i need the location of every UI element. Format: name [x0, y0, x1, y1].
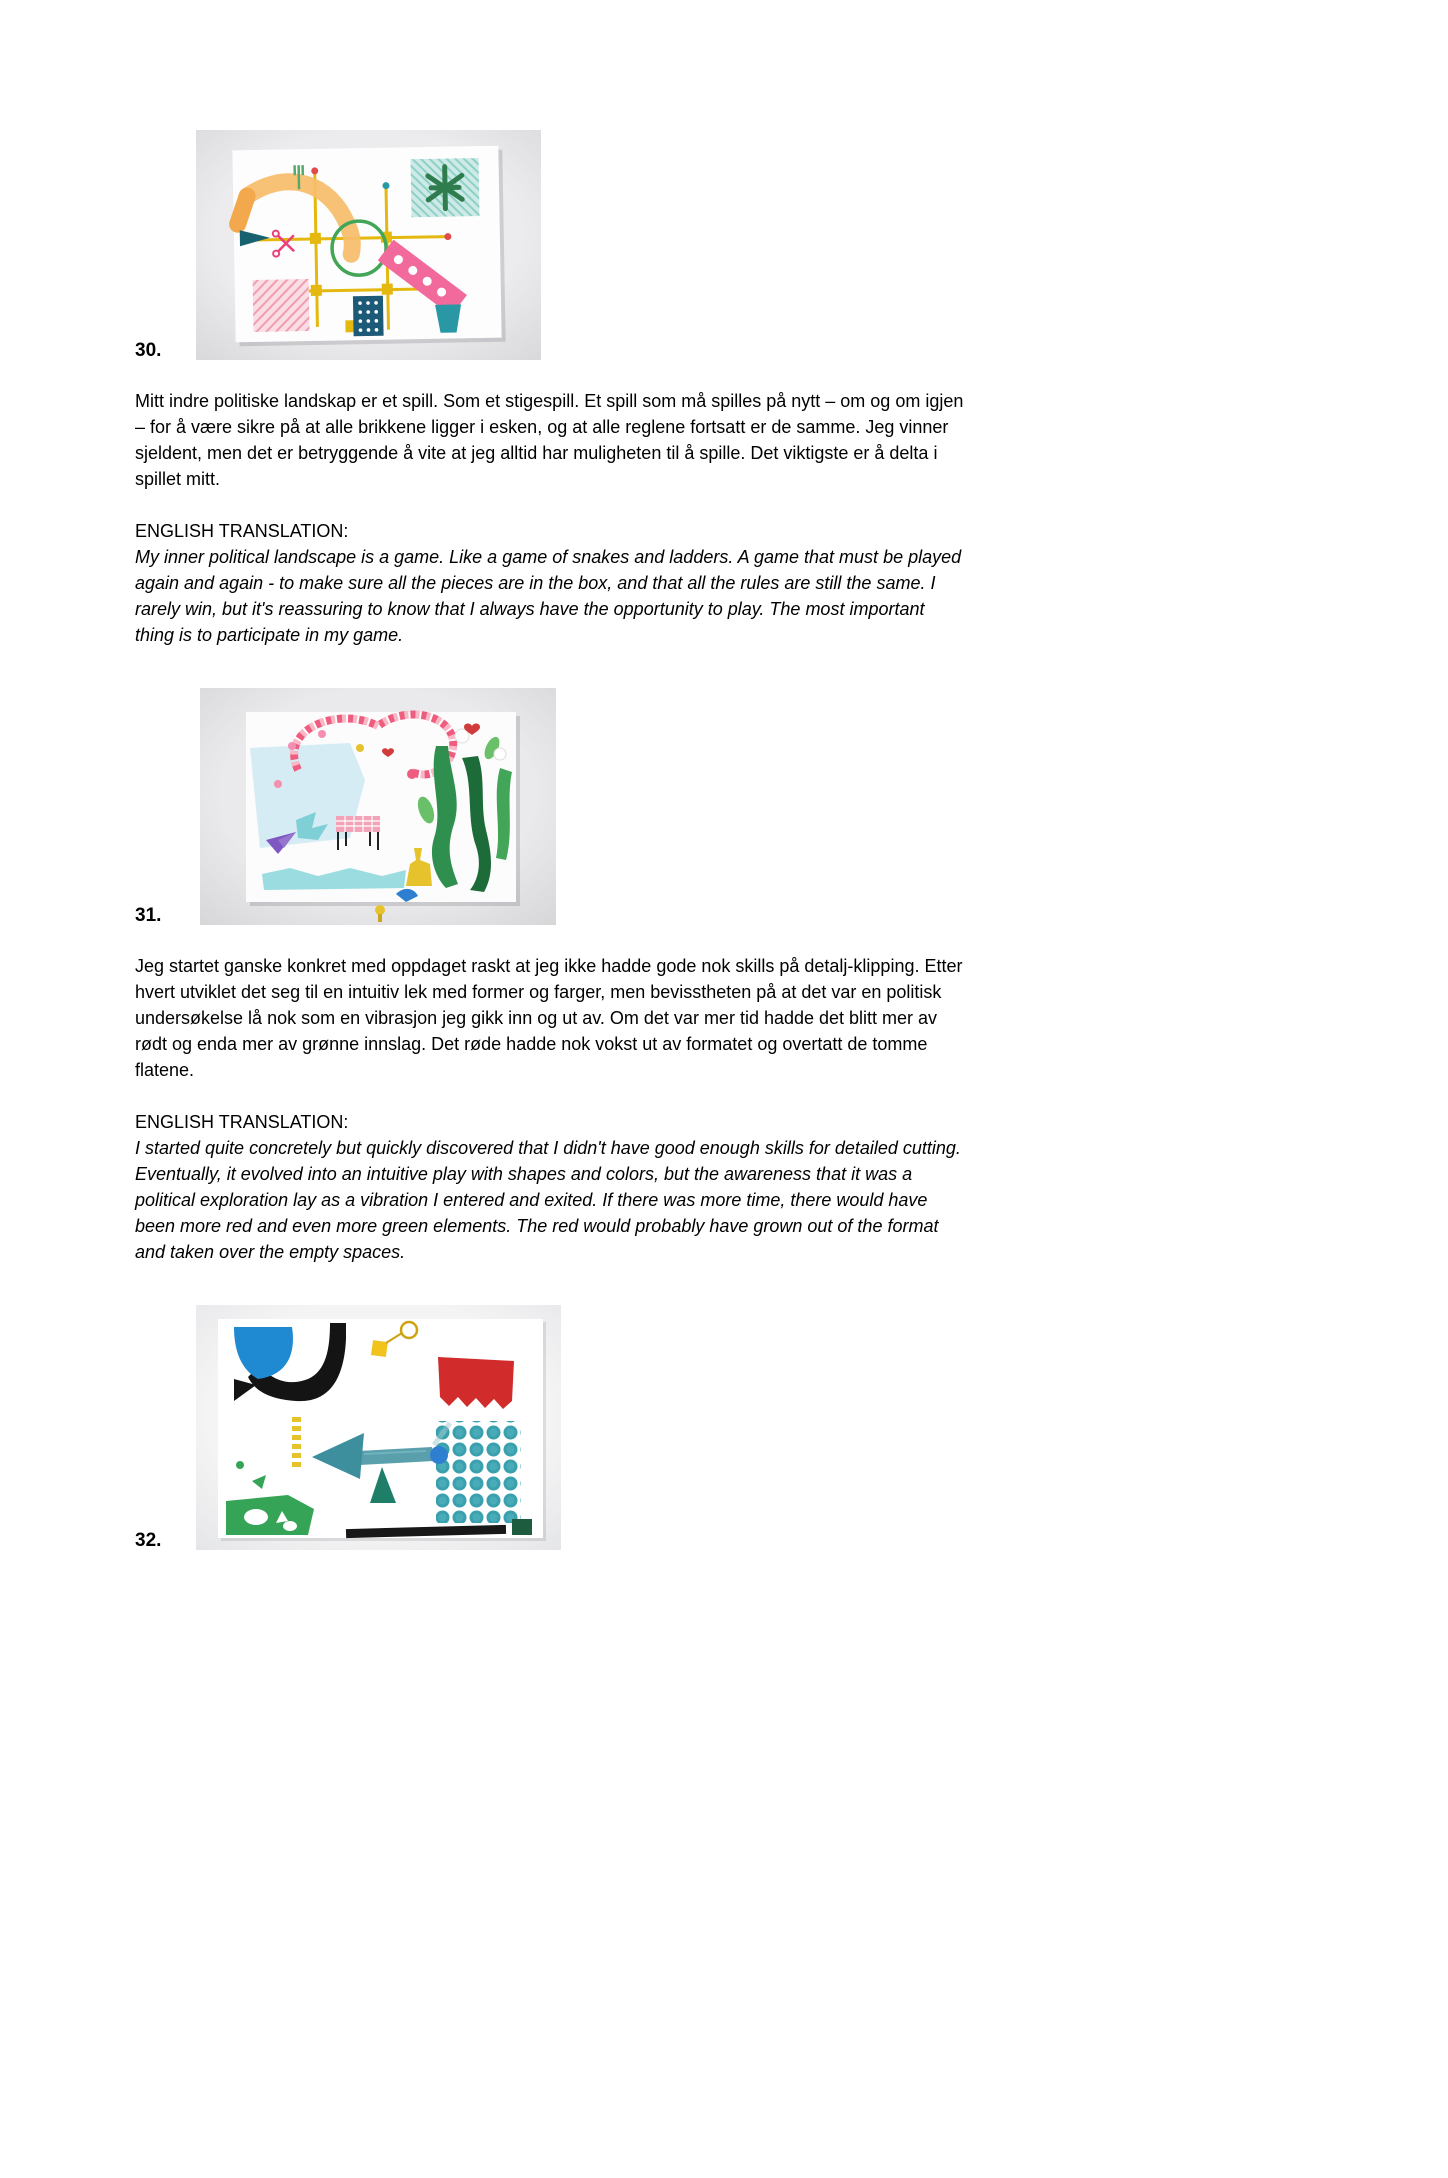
english-paragraph-31: I started quite concretely but quickly discovered that I didn't have good enough skills for detailed cutting. Eventually, it evolved into an intuitive play with shapes and colors, but the awareness that it was a political exploration lay as a vibration I entered and exited. If there was more time, there would have been more red and even more green elements. The red would probably have grown out of the format and taken over the empty spaces.: [135, 1138, 961, 1262]
entry-32: [135, 1305, 967, 1550]
artwork-photo-block-31: [135, 688, 967, 925]
artwork-image-30: [196, 130, 541, 360]
entry-30: [135, 130, 967, 648]
artwork-image-32: [196, 1305, 561, 1550]
entry-31: [135, 688, 967, 1265]
entry-number-31: 31.: [135, 905, 162, 926]
artwork-photo-block-32: [135, 1305, 967, 1550]
artwork-image-31: [200, 688, 556, 925]
english-paragraph-30: My inner political landscape is a game. Like a game of snakes and ladders. A game that must be played again and again - to make sure all the pieces are in the box, and that all the rules are still the same. I rarely win, but it's reassuring to know that I always have the opportunity to play. The most important thing is to participate in my game.: [135, 547, 962, 645]
norwegian-paragraph-30: Mitt indre politiske landskap er et spill. Som et stigespill. Et spill som må spilles på nytt – om og om igjen – for å være sikre på at alle brikkene ligger i esken, og at alle reglene fortsatt er de samme. Jeg vinner sjeldent, men det er betryggende å vite at jeg alltid har muligheten til å spille. Det viktigste er å delta i spillet mitt.: [135, 391, 964, 489]
entry-number-30: 30.: [135, 340, 162, 361]
translation-heading-31: ENGLISH TRANSLATION:: [135, 1112, 349, 1132]
artwork-photo-block-30: [135, 130, 967, 360]
entry-number-32: 32.: [135, 1530, 162, 1551]
document-page: [135, 130, 967, 1550]
norwegian-paragraph-31: Jeg startet ganske konkret med oppdaget raskt at jeg ikke hadde gode nok skills på detalj-klipping. Etter hvert utviklet det seg til en intuitiv lek med former og farger, men bevisstheten på at det var en politisk undersøkelse lå nok som en vibrasjon jeg gikk inn og ut av. Om det var mer tid hadde det blitt mer av rødt og enda mer av grønne innslag. Det røde hadde nok vokst ut av formatet og overtatt de tomme flatene.: [135, 956, 963, 1080]
translation-heading-30: ENGLISH TRANSLATION:: [135, 521, 349, 541]
